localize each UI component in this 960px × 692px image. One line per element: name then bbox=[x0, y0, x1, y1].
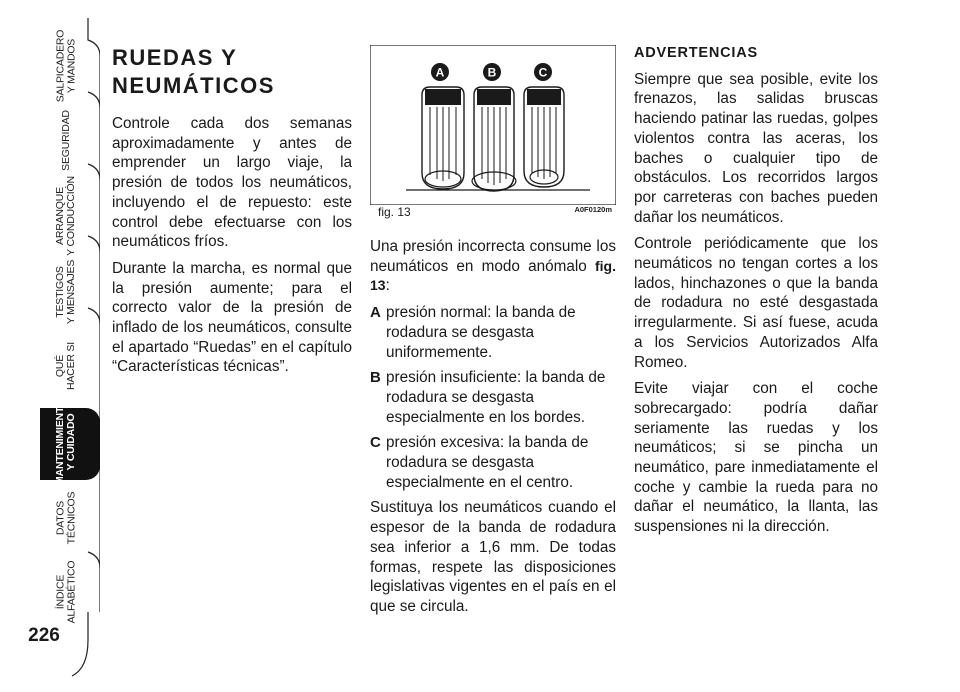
figure-code: A0F0120m bbox=[574, 205, 612, 214]
right-column bbox=[634, 44, 878, 544]
tire-c bbox=[524, 87, 564, 187]
tab-label: ALFABÉTICO bbox=[65, 560, 77, 624]
list-item bbox=[370, 303, 616, 362]
paragraph: Siempre que sea posible, evite los frenazos, las salidas bruscas haciendo patinar las ruedas, golpes violentos contra las aceras, los baches o cualquier tipo de obstáculos. Los recorridos largos por carreteras con baches pueden dañar los neumáticos. bbox=[634, 70, 878, 226]
item-key: C bbox=[370, 434, 381, 452]
paragraph: Durante la marcha, es normal que la presión aumente; para el correcto valor de la presión de inflado de los neumáticos, consulte el apartado “Ruedas” en el capítulo “Características técnicas”. bbox=[112, 259, 352, 376]
title-line: NEUMÁTICOS bbox=[112, 73, 275, 98]
figure-label-b: B bbox=[487, 65, 497, 80]
figure-reference: fig. 13 bbox=[370, 257, 616, 294]
item-key: A bbox=[370, 304, 381, 322]
tab-label: Y CONDUCCIÓN bbox=[65, 176, 78, 256]
intro-text: Una presión incorrecta consume los neumáticos en modo anómalo bbox=[370, 238, 616, 275]
tab-salpicadero[interactable] bbox=[40, 30, 92, 102]
list-item bbox=[370, 368, 616, 427]
warnings-heading: ADVERTENCIAS bbox=[634, 45, 758, 61]
paragraph: Sustituya los neumáticos cuando el espesor de la banda de rodadura sea inferior a 1,6 mm. De todas formas, respete las disposiciones legislativas vigentes en el país en el que se circula. bbox=[370, 499, 616, 615]
side-tab-strip bbox=[0, 0, 100, 692]
title-line: RUEDAS Y bbox=[112, 45, 238, 70]
tab-label: HACER SI bbox=[65, 342, 77, 390]
figure-label-a: A bbox=[435, 65, 445, 80]
intro-end: : bbox=[385, 277, 390, 295]
left-column bbox=[112, 44, 352, 384]
paragraph: Controle cada dos semanas aproximadamente y antes de emprender un largo viaje, la presión de todos los neumáticos, incluyendo el de repuesto: este control debe efectuarse con los neumáticos fríos. bbox=[112, 115, 352, 251]
tab-label: DATOS bbox=[54, 500, 66, 536]
figure-caption: fig. 13 bbox=[378, 205, 411, 219]
tire-b bbox=[472, 87, 516, 191]
tab-label: SALPICADERO bbox=[54, 29, 66, 103]
paragraph: Controle periódicamente que los neumáticos no tengan cortes a los lados, hinchazones o que la banda de rodadura no esté desgastada irregularmente. Si así fuese, acuda a los Servicios Autorizados Alfa Romeo. bbox=[634, 235, 878, 371]
tab-label: Y CUIDADO bbox=[65, 413, 77, 471]
tab-label: Y MENSAJES bbox=[65, 259, 78, 325]
section-title bbox=[112, 44, 352, 100]
tab-testigos[interactable] bbox=[40, 256, 92, 328]
tab-label: ARRANQUE bbox=[54, 187, 67, 245]
paragraph: Evite viajar con el coche sobrecargado: podría dañar seriamente las ruedas y los neumáticos; si se pincha un neumático, pare inmediatamente el coche y cambie la rueda para no dañar el neumático, la llanta, las suspensiones ni la dirección. bbox=[634, 380, 878, 536]
middle-column bbox=[370, 237, 616, 624]
item-text: presión normal: la banda de rodadura se desgasta uniformemente. bbox=[386, 304, 576, 361]
tab-label: Y MANDOS bbox=[65, 38, 77, 94]
tab-seguridad[interactable] bbox=[40, 104, 92, 176]
tab-datos-tecnicos[interactable] bbox=[40, 482, 92, 554]
item-text: presión insuficiente: la banda de rodadura se desgasta especialmente en los bordes. bbox=[386, 369, 606, 426]
tab-label: MANTENIMIENTO bbox=[54, 399, 66, 485]
tab-label: SEGURIDAD bbox=[59, 109, 72, 171]
tire-a bbox=[422, 87, 464, 189]
tab-label: ÍNDICE bbox=[54, 574, 66, 610]
page-number: 226 bbox=[28, 625, 60, 646]
tab-arranque[interactable] bbox=[40, 176, 92, 256]
tire-wear-figure bbox=[370, 45, 616, 227]
tab-indice[interactable] bbox=[40, 556, 92, 628]
tab-label: QUÉ bbox=[54, 354, 66, 378]
list-item bbox=[370, 433, 616, 492]
figure-label-c: C bbox=[538, 65, 548, 80]
item-key: B bbox=[370, 369, 381, 387]
intro-paragraph bbox=[370, 237, 616, 296]
tab-mantenimiento[interactable] bbox=[40, 399, 92, 485]
tab-label: TESTIGOS bbox=[54, 266, 67, 318]
tire-illustration bbox=[370, 45, 616, 205]
tab-label: TÉCNICOS bbox=[65, 491, 77, 545]
tab-que-hacer-si[interactable] bbox=[40, 330, 92, 402]
item-text: presión excesiva: la banda de rodadura se desgasta especialmente en el centro. bbox=[386, 434, 589, 491]
